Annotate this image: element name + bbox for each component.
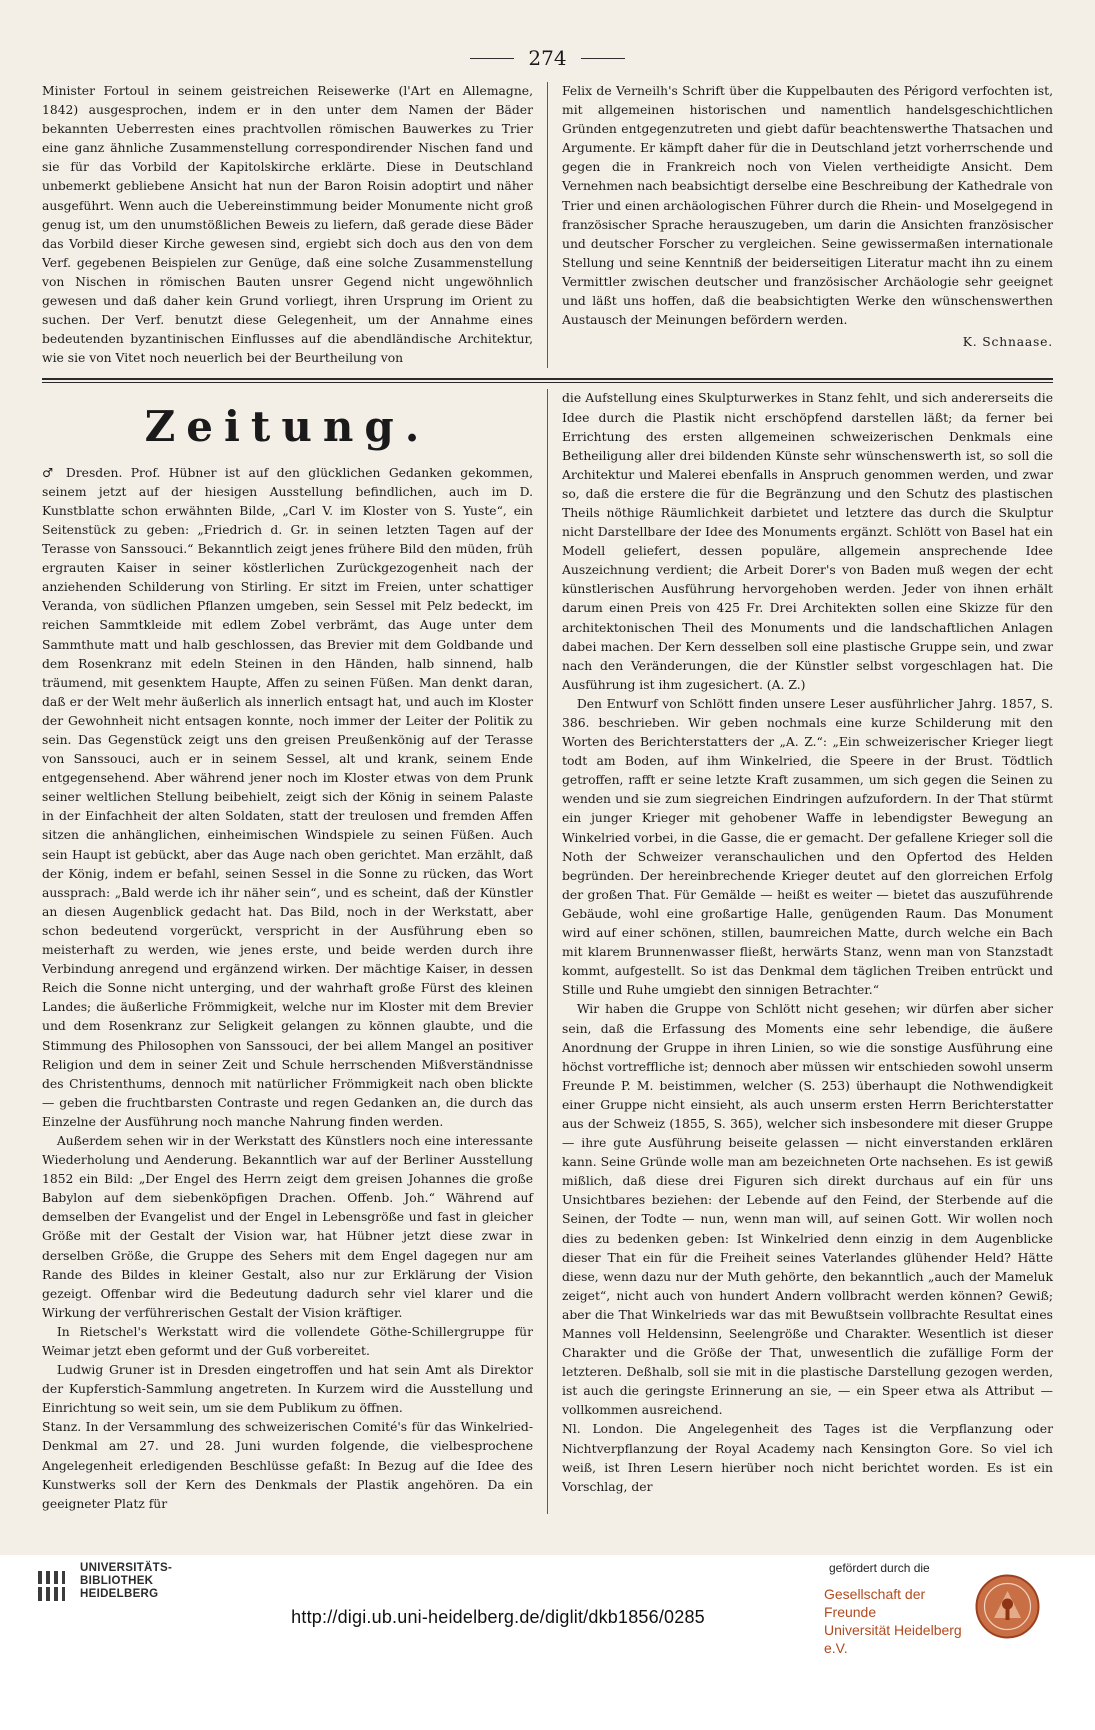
top-right-column — [562, 82, 1053, 368]
stanz-continuation-paragraph: die Aufstellung eines Skulpturwerkes in Stanz fehlt, und sich andererseits die Idee durch die Plastik nicht erschöpfend darstellen läßt; da ferner bei Errichtung des ersten allgemeinen schweizerischen Denkmals eine Betheiligung aller drei bildenden Künste sehr wünschenswerth ist, so soll die Architektur und Malerei ebenfalls in Anspruch genommen werden, und zwar so, daß die erstere die für die Begränzung und den Schutz des plastischen Theils nöthige Räumlichkeit darbietet und letztere das durch die Skulptur nicht Darstellbare der Idee des Monuments ergänzt. Schlött von Basel hat ein Modell geliefert, dessen populäre, allgemein ansprechende Idee Auszeichnung verdient; die Arbeit Dorer's von Baden muß wegen der echt künstlerischen Ausführung hervorgehoben werden. Jeder von ihnen erhält darum einen Preis von 425 Fr. Drei Architekten sollen eine Skizze für den architektonischen Theil des Monuments und die landschaftlichen Anlagen dabei machen. Der Kern desselben soll eine plastische Gruppe sein, und zwar nach den Veränderungen, die der Künstler selbst vorgeschlagen hat. Die Ausführung ist ihm zugesichert. (A. Z.) — [562, 391, 1053, 692]
page-number: 274 — [528, 46, 567, 70]
hubner-paragraph: Außerdem sehen wir in der Werkstatt des Künstlers noch eine interessante Wiederholung und Aenderung. Bekanntlich war auf der Berliner Ausstellung 1852 ein Bild: „Der Engel des Herrn zeigt dem greisen Johannes die große Babylon auf dem siebenköpfigen Drachen. Offenb. Joh.“ Während auf demselben der Evangelist und der Engel in Lebensgröße und fast in gleicher Größe mit der Gestalt der Vision war, hat Hübner jetzt diese zwar in derselben Größe, die Gruppe des Sehers mit dem Engel dagegen nur am Rande des Bildes in kleiner Gestalt, also nur zur Erklärung der Vision gezeigt. Offenbar wird die Bedeutung dadurch sehr viel klarer und die Wirkung der verführerischen Gestalt der Vision kräftiger. — [42, 1133, 533, 1320]
university-seal-icon — [974, 1573, 1041, 1640]
top-right-paragraph: Felix de Verneilh's Schrift über die Kuppelbauten des Périgord verfochten ist, mit allgemeinen historischen und namentlich handelsgeschichtlichen Gründen entgegenzutreten und giebt dafür beachtenswerthe Thatsachen und Argumente. Er kämpft daher für die in Deutschland jetzt vorherrschende und gegen die in Frankreich noch von Vielen vertheidigte Ansicht. Dem Vernehmen nach beabsichtigt derselbe eine Beschreibung der Kathedrale von Trier und einen archäologischen Führer durch die Rhein- und Moselgegend in französischer Sprache herauszugeben, um darin die Ansichten französischer und deutscher Forscher zu vergleichen. Seine gewissermaßen internationale Stellung und seine Kenntniß der beiderseitigen Literatur macht ihn zu einem Vermittler zwischen deutscher und französischer Archäologie sehr geeignet und läßt uns hoffen, daß die beabsichtigten Werke den wünschenswerthen Austausch der Meinungen befördern werden. — [562, 84, 1053, 328]
funded-by-label: gefördert durch die — [828, 1561, 930, 1575]
library-logo-icon — [34, 1569, 68, 1603]
london-paragraph: Nl. London. Die Angelegenheit des Tages ist die Verpflanzung oder Nichtverpflanzung der Royal Academy nach Kensington Gore. So viel ich weiß, ist Ihren Lesern hierüber noch nicht berichtet worden. Es ist ein Vorschlag, der — [562, 1422, 1053, 1494]
top-column-divider — [547, 82, 548, 368]
dresden-paragraph: ♂ Dresden. Prof. Hübner ist auf den glücklichen Gedanken gekommen, seinem jetzt auf der hiesigen Ausstellung befindlichen, auch im D. Kunstblatte schon erwähnten Bilde, „Carl V. im Kloster von S. Yuste“, ein Seitenstück zu geben: „Friedrich d. Gr. in seinen letzten Tagen auf der Terasse von Sanssouci.“ Bekanntlich zeigt jenes frühere Bild den müden, früh ergrauten Kaiser in seiner köstlerlichen Zurückgezogenheit nach der anziehenden Schilderung von Stirling. Er sitzt im Freien, unter schattiger Veranda, von südlichen Pflanzen umgeben, sein Sessel mit Pelz bedeckt, im reichen Sammtkleide mit edlem Zobel verbrämt, das Auge unter dem Sammthute matt und halb geschlossen, das Brevier mit dem Goldbande und dem Rosenkranz mit edeln Steinen in den Händen, halb sinnend, halb träumend, mit gesenktem Haupte, Affen zu seinen Füßen. Man denkt daran, daß er der Welt mehr äußerlich als innerlich entsagt hat, und auch im Kloster der Gewohnheit nicht entsagen konnte, noch immer der Leiter der Politik zu sein. Das Gegenstück zeigt uns den greisen Preußenkönig auf der Terasse von Sanssouci, auch er in seinem Sessel, alt und krank, seinem Ende entgegensehend. Aber während jener noch im Kloster etwas von dem Prunk seiner weltlichen Stellung beibehielt, zeigt sich der König in seinem Palaste in der Einfachheit der alten Soldaten, statt der treulosen und fremden Affen sitzen die anhänglichen, einheimischen Windspiele zu seinen Füßen. Auch sein Haupt ist gebückt, aber das Auge nach oben gerichtet. Man erzählt, daß der König, indem er befahl, seinen Sessel in die Sonne zu rücken, das Wort aussprach: „Bald werde ich ihr näher sein“, und es scheint, daß der Künstler an diesen Augenblick gedacht hat. Das Bild, noch in der Werkstatt, aber schon bedeutend vorgerückt, verspricht in der Ausführung eben so meisterhaft zu werden, wie jenes erste, und beide werden durch ihre Verbindung anregend und ergänzend wirken. Der mächtige Kaiser, in dessen Reich die Sonne nicht unterging, und der wahrhaft große Fürst des kleinen Landes; die äußerliche Frömmigkeit, welche nur im Kloster mit dem Brevier und dem Rosenkranz zur Seligkeit gelangen zu können glaubte, und die Stimmung des Philosophen von Sanssouci, der bei allem Mangel an positiver Religion und dem in seiner Zeit und Schule herrschenden Mißverständnisse des Christenthums, dennoch mit natürlicher Frömmigkeit nach oben blickte — geben die fruchtbarsten Contraste und regen Gedanken an, die durch das Einzelne der Ausführung noch manche Nahrung finden werden. — [42, 465, 533, 1129]
zeitung-title: Zeitung. — [144, 402, 431, 452]
group-critique-paragraph: Wir haben die Gruppe von Schlött nicht gesehen; wir dürfen aber sicher sein, daß die Erfassung des Moments eine sehr lebendige, die äußere Anordnung der Gruppe in ihren Linien, so wie die sonstige Ausführung eine höchst vortreffliche ist; dennoch aber müssen wir entschieden sowohl unserm Freunde P. M. beistimmen, welcher (S. 253) überhaupt die Nothwendigkeit einer Gruppe nicht einsieht, als auch unserm ersten Herrn Berichterstatter aus der Schweiz (1855, S. 365), welcher sich insbesondere mit dieser Gruppe — ihre gute Ausführung beiseite gelassen — nicht einverstanden erklären kann. Seine Gründe wolle man am bezeichneten Orte nachsehen. Es ist gewiß mißlich, daß diese drei Figuren sich direkt durchaus auf ein für uns Unsichtbares beziehen: der Lebende auf den Feind, der Sterbende auf die Seinen, der Todte — nun, wenn man will, auf seinen Gott. Wir wollen noch dies zu bedenken geben: Ist Winkelried denn einzig in dem Augenblicke dieser That ein für die Freiheit seines Vaterlandes glühender Held? Hätte diese, wenn dazu nur der Muth gehörte, den bekanntlich „auch der Mameluk zeiget“, nicht auch von hundert Andern vollbracht werden können? Gewiß; aber die That Winkelrieds war das mit Bewußtsein vollbrachte Resultat eines Mannes voll Heldensinn, Seelengröße und Charakter. Wesentlich ist dieser Charakter und die Größe der That, unwesentlich die zufällige Form der letzteren. Deßhalb, soll sie mit in die plastische Darstellung gezogen werden, ist auch die geringste Erinnerung an sie, — ein Speer etwa als Attribut — vollkommen ausreichend. — [562, 1002, 1053, 1418]
section-double-rule — [42, 378, 1053, 383]
zeitung-section — [42, 389, 1053, 1513]
digitization-footer — [0, 1555, 1095, 1730]
zeitung-column-divider — [547, 389, 548, 1513]
zeitung-right-column — [562, 389, 1053, 1513]
top-left-paragraph: Minister Fortoul in seinem geistreichen Reisewerke (l'Art en Allemagne, 1842) ausgesprochen, indem er in den unter dem Namen der Bäder bekannten Ueberresten eines prachtvollen römischen Bauwerkes zu Trier eine ganz ähnliche Zusammenstellung correspondirender Nischen fand und sie für das Vorbild der Kapitolskirche erklärte. Diese in Deutschland unbemerkt gebliebene Ansicht hat nun der Baron Roisin adoptirt und näher ausgeführt. Wenn auch die Uebereinstimmung beider Monumente nicht groß genug ist, um den unumstößlichen Beweis zu liefern, daß gerade diese Bäder das Vorbild dieser Kirche gewesen sind, ergiebt sich doch aus den von dem Verf. gegebenen Beispielen zur Genüge, daß eine solche Zusammenstellung von Nischen in römischen Bauten unsrer Gegend nicht ungewöhnlich gewesen und daß daher kein Grund vorliegt, ihren Ursprung im Orient zu suchen. Der Verf. benutzt diese Gelegenheit, um der Annahme eines bedeutenden byzantinischen Einflusses auf die abendländische Architektur, wie sie von Vitet noch neuerlich bei der Beurtheilung von — [42, 84, 533, 366]
top-section — [42, 82, 1053, 368]
funding-text — [824, 1561, 962, 1657]
library-name: UNIVERSITÄTS- BIBLIOTHEK HEIDELBERG — [80, 1562, 173, 1600]
rietschel-paragraph: In Rietschel's Werkstatt wird die vollendete Göthe-Schillergruppe für Weimar jetzt eben geformt und der Guß vorbereitet. — [42, 1324, 533, 1359]
right-header-rule — [581, 58, 625, 59]
gruner-paragraph: Ludwig Gruner ist in Dresden eingetroffen und hat sein Amt als Direktor der Kupferstich-Sammlung angetreten. In Kurzem wird die Ausstellung und Einrichtung so weit sein, um sie dem Publikum zu öffnen. — [42, 1363, 533, 1416]
library-branding — [34, 1562, 172, 1603]
funding-branding — [824, 1561, 1041, 1657]
document-url[interactable]: http://digi.ub.uni-heidelberg.de/diglit/dkb1856/0285 — [291, 1607, 705, 1627]
society-name: Gesellschaft der Freunde Universität Heidelberg e.V. — [823, 1586, 962, 1656]
schlott-design-paragraph: Den Entwurf von Schlött finden unsere Leser ausführlicher Jahrg. 1857, S. 386. beschrieben. Wir geben nochmals eine kurze Schilderung mit den Worten des Berichterstatters der „A. Z.“: „Ein schweizerischer Krieger liegt todt am Boden, auf ihm Winkelried, die Speere in der Brust. Tödtlich getroffen, rafft er seine letzte Kraft zusammen, um sich gegen die Seinen zu wenden und sie zum siegreichen Eindringen aufzufordern. In der That stürmt ein junger Krieger mit gehobener Waffe in lebendigster Bewegung an Winkelried vorbei, in die Gasse, die er gemacht. Der gefallene Krieger soll die Noth der Schweizer veranschaulichen und den Opfertod des Helden begründen. Der hereinbrechende Krieger deutet auf den glorreichen Erfolg der großen That. Für Gemälde — heißt es weiter — bietet das auszuführende Gebäude, wohl eine großartige Halle, genügenden Raum. Das Monument wird auf einer schönen, stillen, baumreichen Matte, durch welche ein Bach mit klarem Brunnenwasser fließt, herwärts Stanz, wenn man von Stanzstadt kommt, aufgestellt. So ist das Denkmal dem täglichen Treiben entrückt und Stille und Ruhe umgiebt den sinnigen Betrachter.“ — [562, 696, 1053, 998]
page-header — [64, 38, 1031, 78]
zeitung-left-column — [42, 389, 533, 1513]
article-signature: K. Schnaase. — [962, 335, 1053, 350]
left-header-rule — [470, 58, 514, 59]
top-left-column — [42, 82, 533, 368]
stanz-paragraph: Stanz. In der Versammlung des schweizerischen Comité's für das Winkelried-Denkmal am 27. und 28. Juni wurden folgende, die vielbesprochene Angelegenheit erledigenden Beschlüsse gefaßt: In Bezug auf die Idee des Kunstwerks soll der Kern des Denkmals der Plastik angehören. Da ein geeigneter Platz für — [42, 1420, 533, 1511]
